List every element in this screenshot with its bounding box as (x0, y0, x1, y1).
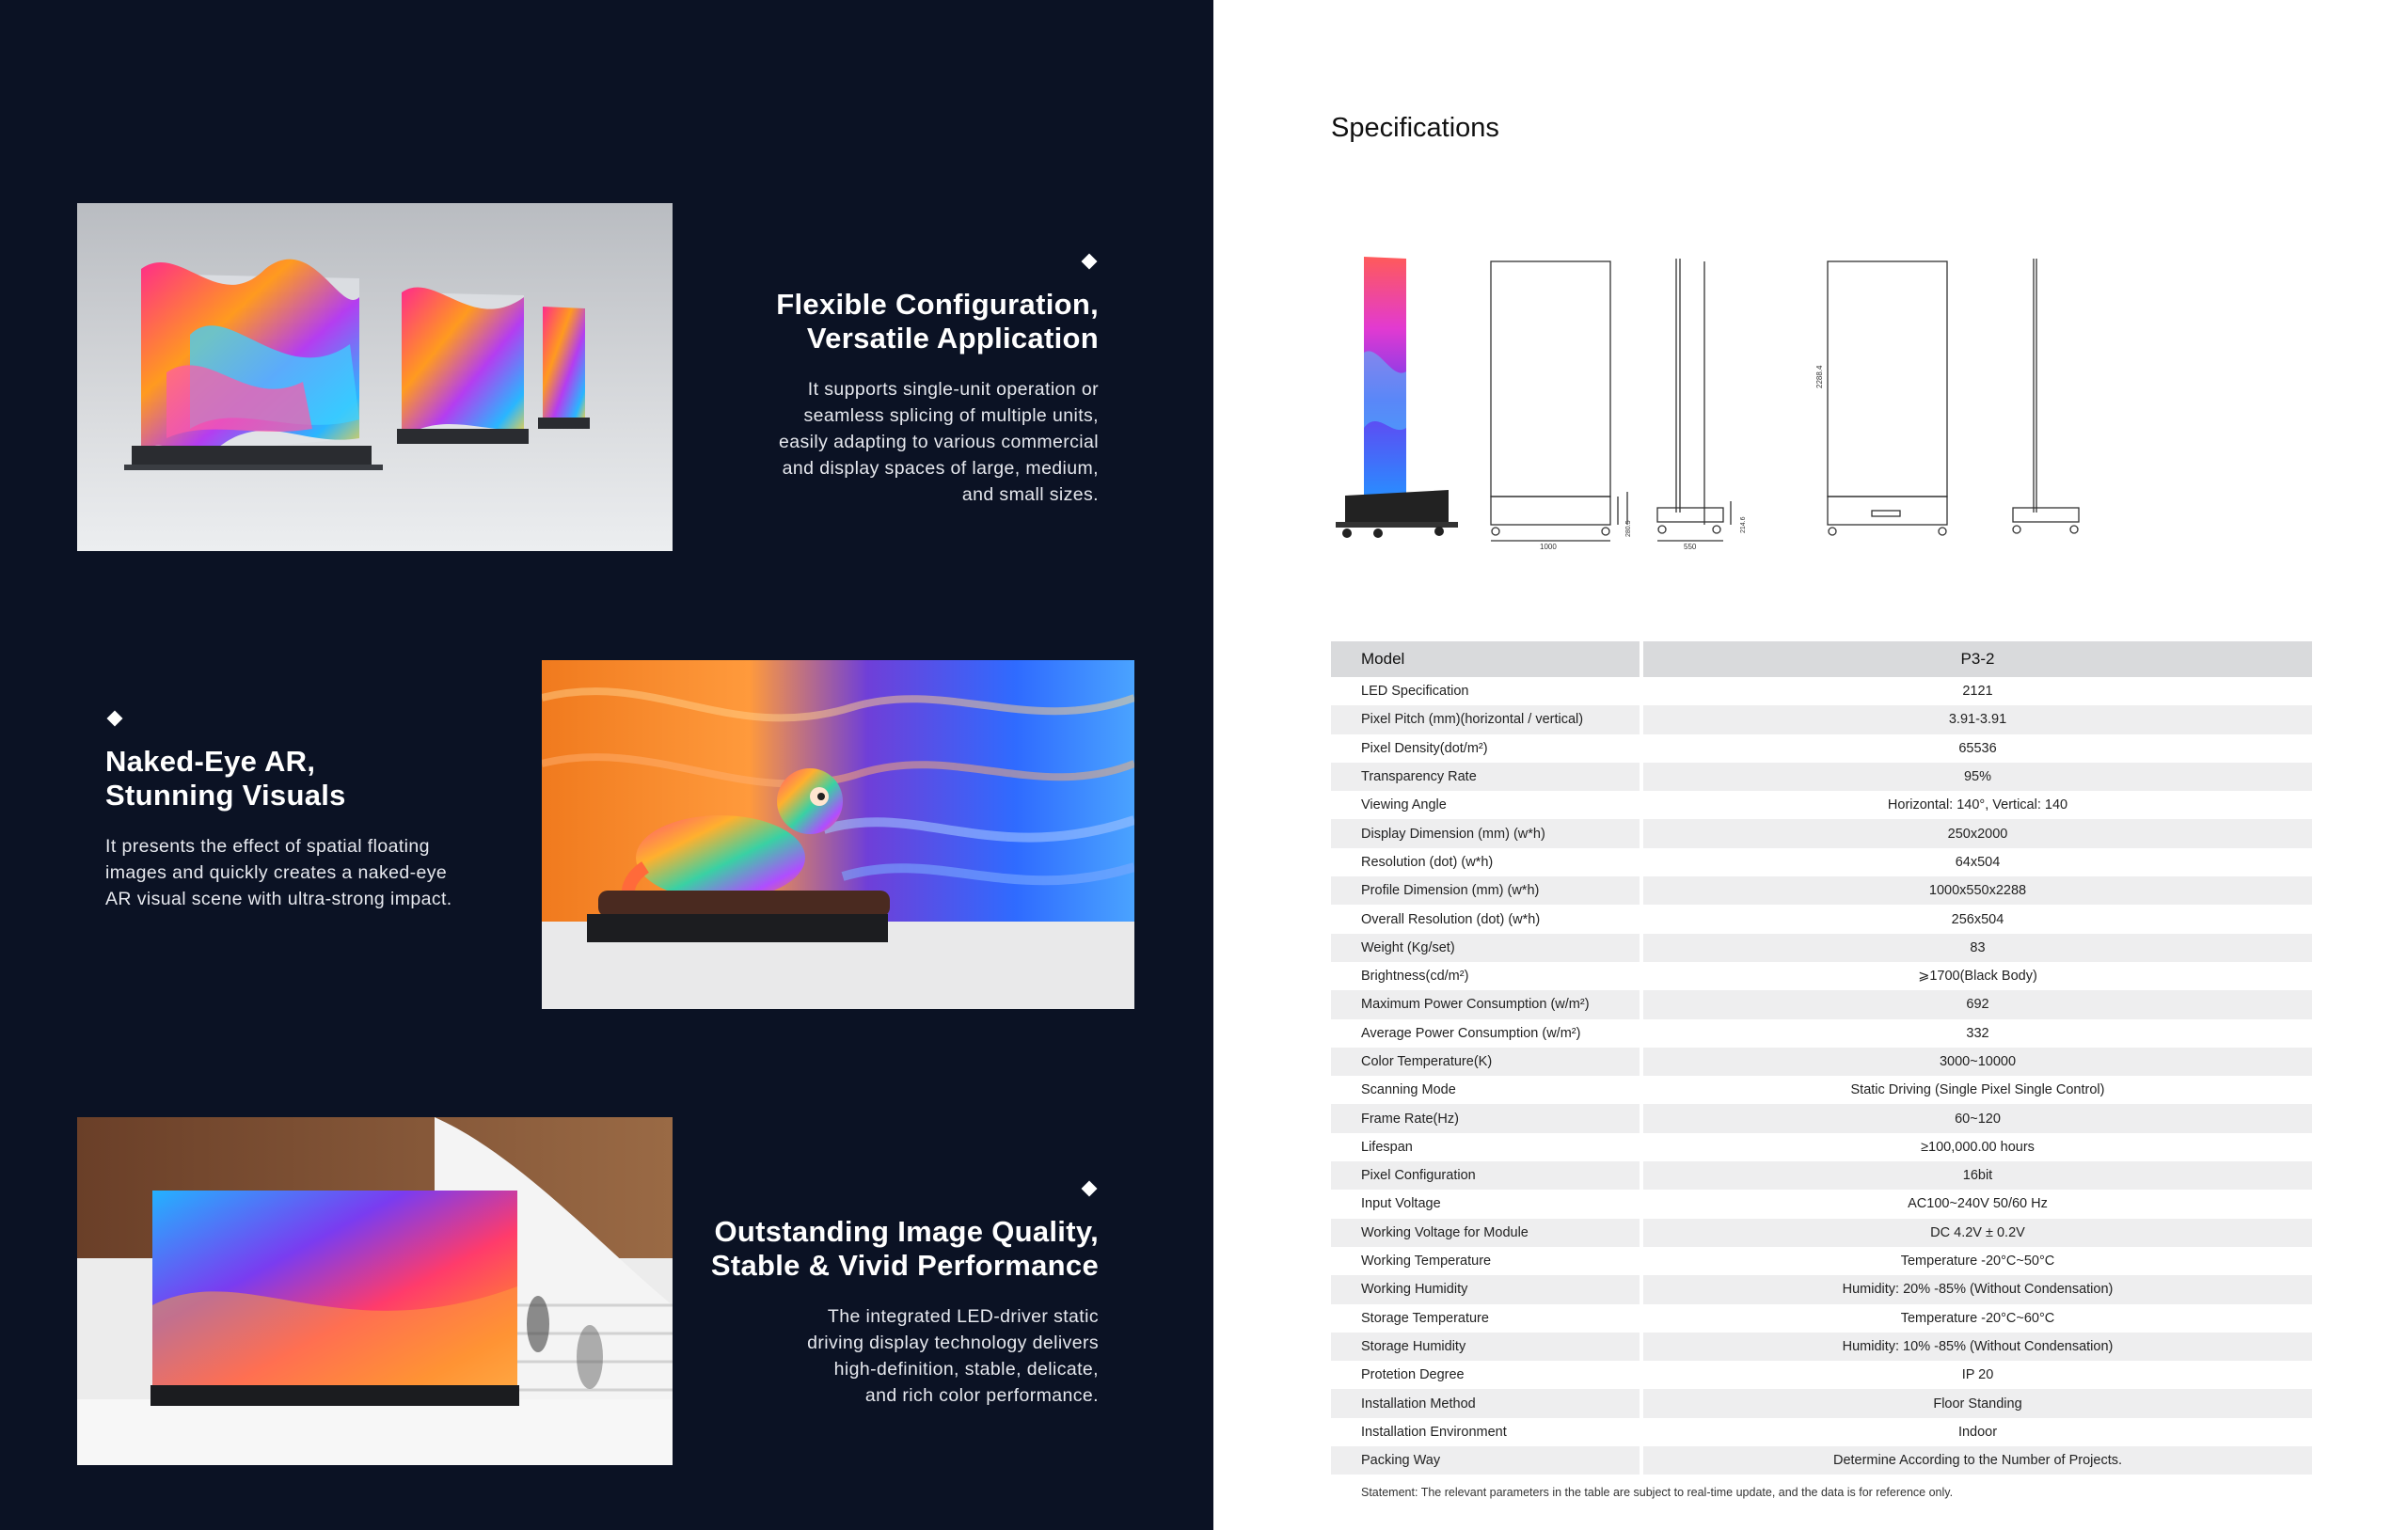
row-value: DC 4.2V ± 0.2V (1640, 1219, 2312, 1247)
row-key: Resolution (dot) (w*h) (1361, 854, 1494, 870)
table-row (1331, 905, 2312, 933)
table-row (1331, 1333, 2312, 1361)
row-key: Storage Temperature (1361, 1310, 1489, 1326)
row-key: LED Specification (1361, 684, 1469, 700)
row-key: Working Temperature (1361, 1254, 1492, 1270)
row-key: Input Voltage (1361, 1196, 1441, 1212)
dimension-wheel-height-label: 214.6 (1740, 516, 1747, 533)
row-key: Installation Method (1331, 1389, 1640, 1417)
row-key: Brightness(cd/m²) (1361, 969, 1469, 985)
back-view-drawing (1828, 261, 1947, 535)
row-value: 1000x550x2288 (1640, 876, 2312, 905)
row-value: Static Driving (Single Pixel Single Control) (1640, 1076, 2312, 1104)
row-key: Display Dimension (mm) (w*h) (1331, 819, 1640, 847)
row-value: 83 (1640, 934, 2312, 962)
table-row (1331, 1104, 2312, 1132)
table-row (1331, 763, 2312, 791)
row-value: AC100~240V 50/60 Hz (1640, 1190, 2312, 1218)
table-row (1331, 1389, 2312, 1417)
table-row (1331, 1048, 2312, 1076)
feature-title: Naked-Eye AR, Stunning Visuals (105, 745, 346, 812)
row-key: Color Temperature(K) (1331, 1048, 1640, 1076)
row-key: Pixel Pitch (mm)(horizontal / vertical) (1331, 705, 1640, 733)
row-value: 3.91-3.91 (1640, 705, 2312, 733)
table-row (1331, 1076, 2312, 1104)
header-model-label: Model (1331, 641, 1640, 677)
row-value: Temperature -20°C~60°C (1640, 1304, 2312, 1333)
dimension-height-label: 2288.4 (1815, 365, 1824, 388)
diamond-bullet-icon (1082, 1181, 1098, 1197)
row-value: 60~120 (1640, 1104, 2312, 1132)
row-value: Determine According to the Number of Projects. (1640, 1446, 2312, 1475)
table-row (1331, 1418, 2312, 1446)
table-row (1331, 1161, 2312, 1190)
specifications-panel (1213, 0, 2408, 1530)
table-row (1331, 1019, 2312, 1048)
header-model-value: P3-2 (1640, 641, 2312, 677)
table-row (1331, 1133, 2312, 1161)
splicing-screens-photo (77, 203, 673, 551)
table-row (1331, 1275, 2312, 1303)
specifications-title: Specifications (1331, 113, 1499, 143)
row-value: Humidity: 10% -85% (Without Condensation) (1640, 1333, 2312, 1361)
row-value: 2121 (1640, 677, 2312, 705)
table-row (1331, 677, 2312, 705)
table-row (1331, 962, 2312, 990)
feature-title: Outstanding Image Quality, Stable & Vivid Performance (710, 1215, 1099, 1282)
row-value: 95% (1640, 763, 2312, 791)
dimension-width-label: 1000 (1540, 543, 1557, 551)
diamond-bullet-icon (107, 711, 123, 727)
row-key: Overall Resolution (dot) (w*h) (1361, 911, 1541, 927)
feature-flexible-configuration (685, 256, 1099, 508)
spec-statement: Statement: The relevant parameters in the table are subject to real-time update, and the data is for reference only. (1361, 1486, 1954, 1499)
table-row (1331, 1446, 2312, 1475)
row-value: 692 (1640, 990, 2312, 1018)
feature-naked-eye-ar (105, 713, 547, 912)
table-row (1331, 705, 2312, 733)
dimension-base-height-label: 280.5 (1625, 520, 1632, 537)
dimension-depth-label: 550 (1684, 543, 1697, 551)
row-key: Maximum Power Consumption (w/m²) (1331, 990, 1640, 1018)
table-row (1331, 819, 2312, 847)
row-key: Installation Environment (1361, 1424, 1507, 1440)
table-row (1331, 1361, 2312, 1389)
side-view-drawing (1657, 259, 1731, 541)
row-value: IP 20 (1640, 1361, 2312, 1389)
row-value: 3000~10000 (1640, 1048, 2312, 1076)
row-value: Indoor (1640, 1418, 2312, 1446)
row-key: Frame Rate(Hz) (1331, 1104, 1640, 1132)
table-row (1331, 1190, 2312, 1218)
row-key: Working Voltage for Module (1331, 1219, 1640, 1247)
row-key: Average Power Consumption (w/m²) (1361, 1025, 1581, 1041)
table-row (1331, 791, 2312, 819)
row-key: Working Humidity (1331, 1275, 1640, 1303)
table-row (1331, 990, 2312, 1018)
row-value: 16bit (1640, 1161, 2312, 1190)
row-key: Lifespan (1361, 1139, 1413, 1155)
row-value: Humidity: 20% -85% (Without Condensation) (1640, 1275, 2312, 1303)
row-value: Floor Standing (1640, 1389, 2312, 1417)
row-key: Transparency Rate (1331, 763, 1640, 791)
front-view-drawing (1491, 261, 1627, 541)
feature-description: It supports single-unit operation or seamless splicing of multiple units, easily adapting to various commercial and display spaces of large, medium, and small sizes. (779, 379, 1099, 505)
table-row (1331, 1247, 2312, 1275)
feature-description: It presents the effect of spatial floating images and quickly creates a naked-eye AR visual scene with ultra-strong impact. (105, 836, 452, 909)
row-value: 256x504 (1640, 905, 2312, 933)
product-dimension-drawings (1336, 240, 2408, 560)
row-value: Horizontal: 140°, Vertical: 140 (1640, 791, 2312, 819)
feature-title: Flexible Configuration, Versatile Application (776, 288, 1099, 355)
row-value: Temperature -20°C~50°C (1640, 1247, 2312, 1275)
specifications-table (1331, 641, 2312, 1475)
row-value: ≥100,000.00 hours (1640, 1133, 2312, 1161)
table-row (1331, 1219, 2312, 1247)
row-value: ⩾1700(Black Body) (1640, 962, 2312, 990)
row-key: Storage Humidity (1331, 1333, 1640, 1361)
staircase-display-photo (77, 1117, 673, 1465)
row-key: Protetion Degree (1361, 1367, 1465, 1383)
row-key: Packing Way (1331, 1446, 1640, 1475)
table-header-row (1331, 641, 2312, 677)
row-key: Scanning Mode (1361, 1082, 1456, 1098)
chameleon-ar-photo (542, 660, 1134, 1009)
diamond-bullet-icon (1082, 254, 1098, 270)
row-key: Weight (Kg/set) (1331, 934, 1640, 962)
row-key: Profile Dimension (mm) (w*h) (1331, 876, 1640, 905)
table-row (1331, 876, 2312, 905)
row-key: Viewing Angle (1361, 797, 1447, 813)
product-render (1336, 257, 1458, 538)
table-row (1331, 734, 2312, 763)
feature-description: The integrated LED-driver static driving display technology delivers high-definition, stable, delicate, and rich color performance. (807, 1306, 1099, 1406)
table-row (1331, 848, 2312, 876)
feature-image-quality (647, 1183, 1099, 1409)
row-value: 64x504 (1640, 848, 2312, 876)
side-view-2-drawing (2013, 259, 2079, 533)
row-key: Pixel Density(dot/m²) (1361, 740, 1488, 756)
table-row (1331, 934, 2312, 962)
row-value: 250x2000 (1640, 819, 2312, 847)
row-key: Pixel Configuration (1331, 1161, 1640, 1190)
table-row (1331, 1304, 2312, 1333)
row-value: 65536 (1640, 734, 2312, 763)
row-value: 332 (1640, 1019, 2312, 1048)
